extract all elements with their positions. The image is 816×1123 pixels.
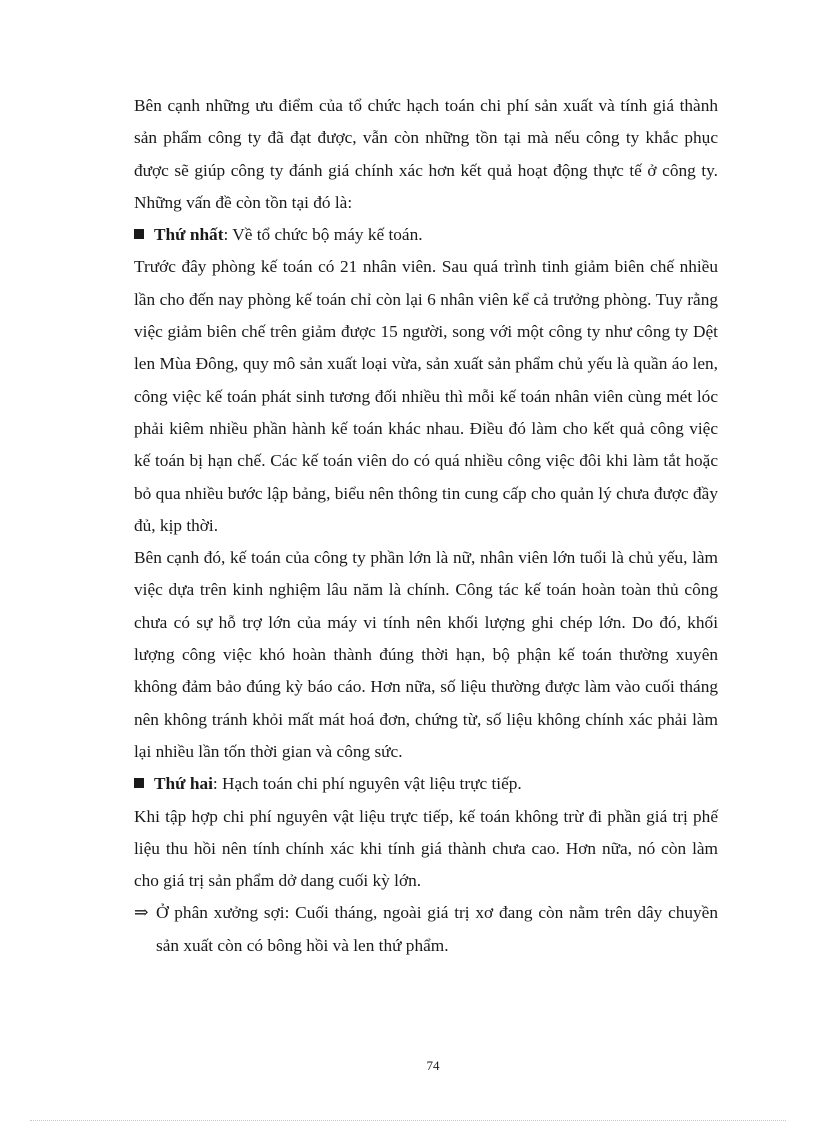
document-body bbox=[134, 90, 718, 962]
bullet-second-text: : Hạch toán chi phí nguyên vật liệu trực tiếp. bbox=[212, 774, 522, 794]
implies-arrow-icon: ⇒ bbox=[134, 903, 149, 923]
bullet-second-label: Thứ hai bbox=[154, 774, 213, 794]
bullet-first-text: : Về tổ chức bộ máy kế toán. bbox=[223, 225, 423, 245]
page-number: 74 bbox=[426, 1058, 440, 1073]
arrow-item-text: Ở phân xưởng sợi: Cuối tháng, ngoài giá trị xơ đang còn nằm trên dây chuyền sản xuất còn có bông hồi và len thứ phẩm. bbox=[156, 903, 718, 955]
bullet-first bbox=[134, 219, 718, 251]
square-bullet-icon bbox=[134, 778, 144, 788]
paragraph-intro: Bên cạnh những ưu điểm của tổ chức hạch toán chi phí sản xuất và tính giá thành sản phẩm công ty đã đạt được, vẫn còn những tồn tại mà nếu công ty khắc phục được sẽ giúp công ty đánh giá chính xác hơn kết quả hoạt động thực tế ở công ty. Những vấn đề còn tồn tại đó là: bbox=[134, 96, 718, 212]
bullet-second bbox=[134, 768, 718, 800]
paragraph-material-cost: Khi tập hợp chi phí nguyên vật liệu trực tiếp, kế toán không trừ đi phần giá trị phế liệu thu hồi nên tính chính xác khi tính giá thành chưa cao. Hơn nữa, nó còn làm cho giá trị sản phẩm dở dang cuối kỳ lớn. bbox=[134, 806, 718, 891]
paragraph-manual-work: Bên cạnh đó, kế toán của công ty phần lớn là nữ, nhân viên lớn tuổi là chủ yếu, làm việc dựa trên kinh nghiệm lâu năm là chính. Công tác kế toán hoàn toàn thủ công chưa có sự hỗ trợ lớn của máy vi tính nên khối lượng ghi chép lớn. Do đó, khối lượng công việc khó hoàn thành đúng thời hạn, bộ phận kế toán thường xuyên không đảm bảo đúng kỳ báo cáo. Hơn nữa, số liệu thường được làm vào cuối tháng nên không tránh khỏi mất mát hoá đơn, chứng từ, số liệu không chính xác phải làm lại nhiều lần tốn thời gian và công sức. bbox=[134, 548, 718, 761]
page-bottom-divider bbox=[30, 1120, 786, 1121]
arrow-item-spinning bbox=[134, 897, 718, 962]
paragraph-staff: Trước đây phòng kế toán có 21 nhân viên. Sau quá trình tinh giảm biên chế nhiều lần cho đến nay phòng kế toán chỉ còn lại 6 nhân viên kể cả trưởng phòng. Tuy rằng việc giảm biên chế trên giảm được 15 người, song với một công ty như công ty Dệt len Mùa Đông, quy mô sản xuất loại vừa, sản xuất sản phẩm chủ yếu là quần áo len, công việc kế toán phát sinh tương đối nhiều thì mỗi kế toán nhân viên cùng mét lóc phải kiêm nhiều phần hành kế toán khác nhau. Điều đó làm cho kết quả công việc kế toán bị hạn chế. Các kế toán viên do có quá nhiều công việc đôi khi làm tắt hoặc bỏ qua nhiều bước lập bảng, biểu nên thông tin cung cấp cho quản lý chưa được đầy đủ, kịp thời. bbox=[134, 257, 718, 535]
bullet-first-label: Thứ nhất bbox=[154, 225, 224, 245]
square-bullet-icon bbox=[134, 229, 144, 239]
